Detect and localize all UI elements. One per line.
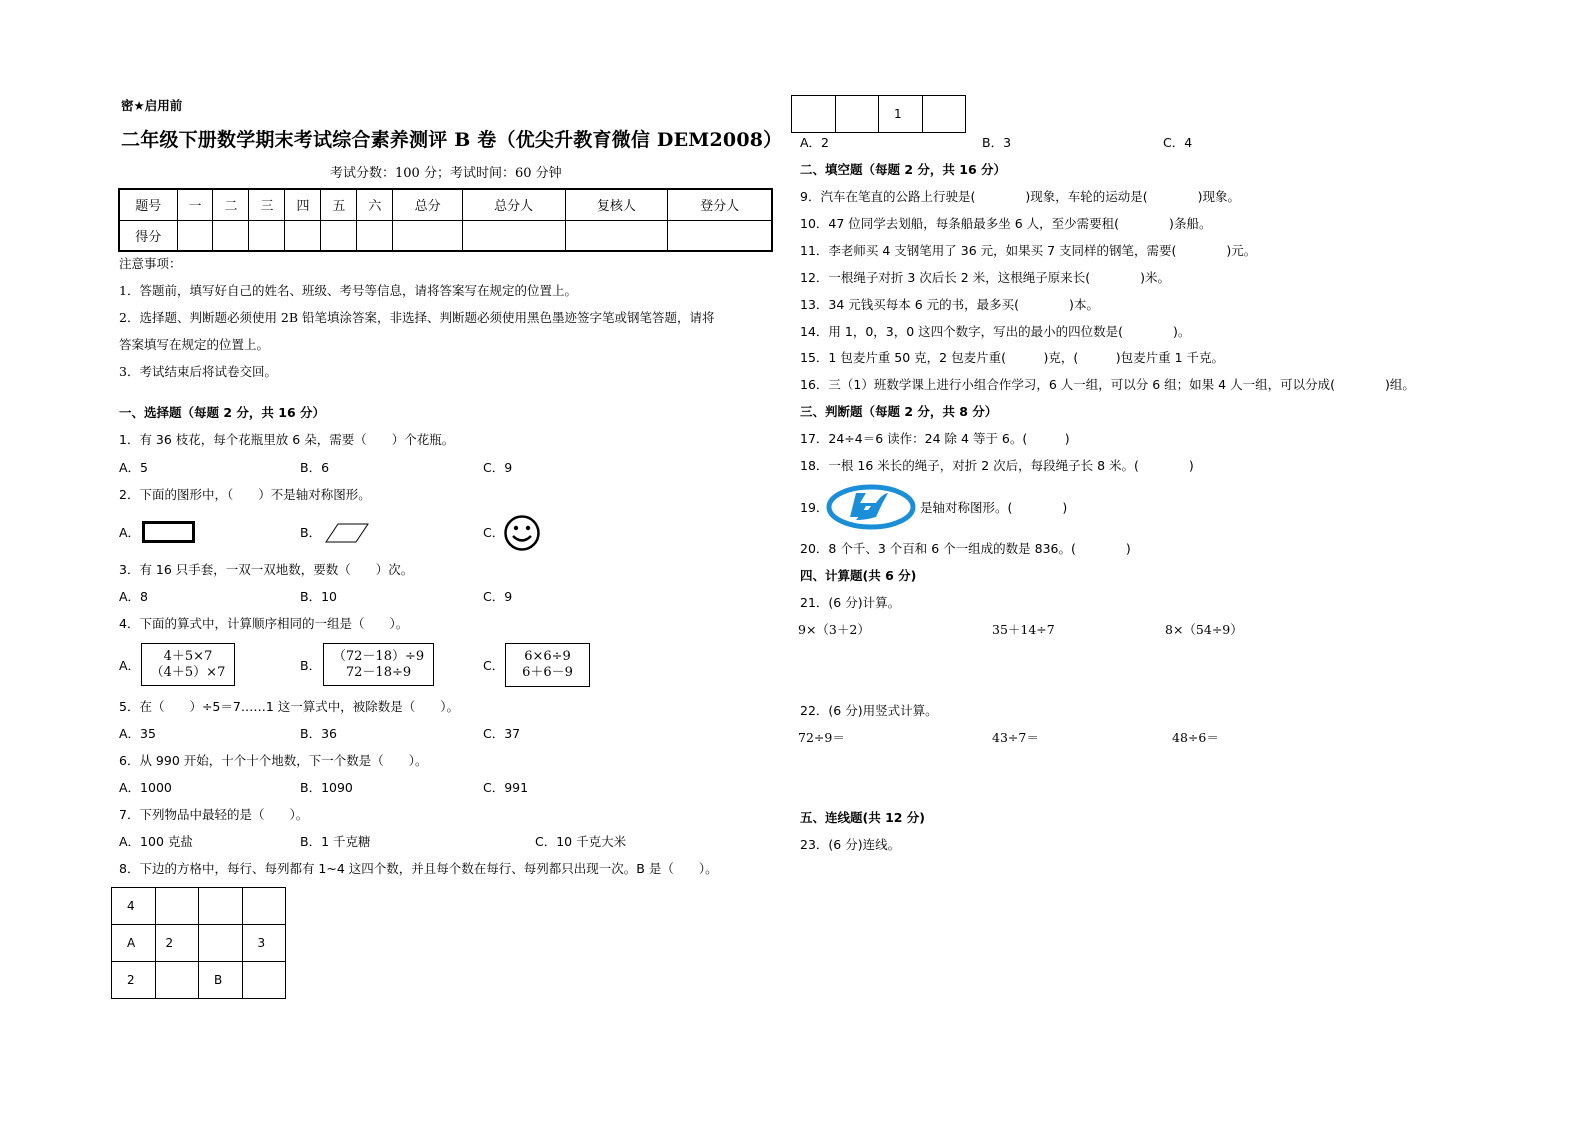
option-a[interactable]: A．1000 [119, 780, 172, 795]
option-a[interactable]: A．5 [119, 460, 149, 475]
grid-cell: 4 [112, 888, 156, 925]
score-table [118, 188, 773, 252]
grid-cell [922, 96, 966, 133]
question-10: 10．47 位同学去划船，每条船最多坐 6 人，至少需要租( )条船。 [800, 216, 1212, 231]
option-b[interactable]: B． [300, 658, 322, 673]
question-21: 21．(6 分)计算。 [800, 595, 901, 610]
question-1: 1．有 36 枝花，每个花瓶里放 6 朵，需要（ ）个花瓶。 [119, 432, 455, 447]
question-19: 是轴对称图形。( ) [920, 500, 1068, 515]
option-a[interactable]: A．2 [800, 135, 830, 150]
grid-row [112, 925, 286, 962]
exam-subtitle: 考试分数：100 分；考试时间：60 分钟 [330, 166, 562, 181]
question-9: 9．汽车在笔直的公路上行驶是( )现象，车轮的运动是( )现象。 [800, 189, 1240, 204]
calc-item: 35＋14÷7 [992, 622, 1055, 637]
expression-line: 4＋5×7 [163, 649, 213, 664]
question-14: 14．用 1，0，3，0 这四个数字，写出的最小的四位数是( )。 [800, 324, 1191, 339]
option-c[interactable]: C．9 [483, 460, 513, 475]
option-c[interactable]: C．10 千克大米 [535, 834, 627, 849]
calc-item: 8×（54÷9） [1165, 622, 1243, 637]
expression-line: 6＋6－9 [522, 665, 573, 680]
score-cell[interactable] [213, 220, 249, 251]
score-header-cell: 复核人 [565, 189, 668, 220]
option-a[interactable]: A．100 克盐 [119, 834, 193, 849]
question-13: 13．34 元钱买每本 6 元的书，最多买( )本。 [800, 297, 1099, 312]
latin-square-grid [111, 887, 286, 999]
score-table-header-row [119, 189, 772, 220]
score-header-cell: 二 [213, 189, 249, 220]
question-23: 23．(6 分)连线。 [800, 837, 901, 852]
score-header-cell: 三 [249, 189, 285, 220]
section-heading-calculation: 四、计算题(共 6 分) [800, 568, 917, 583]
option-a[interactable]: A．8 [119, 589, 149, 604]
notes-title: 注意事项： [119, 256, 182, 271]
question-11: 11．李老师买 4 支钢笔用了 36 元，如果买 7 支同样的钢笔，需要( )元。 [800, 243, 1257, 258]
expression-box-a [141, 643, 235, 686]
question-4: 4．下面的算式中，计算顺序相同的一组是（ ）。 [119, 616, 409, 631]
question-8: 8．下边的方格中，每行、每列都有 1~4 这四个数，并且每个数在每行、每列都只出现一次。B 是（ ）。 [119, 861, 718, 876]
question-15: 15．1 包麦片重 50 克，2 包麦片重( )克，( )包麦片重 1 千克。 [800, 350, 1225, 365]
grid-cell [155, 888, 199, 925]
grid-row [112, 962, 286, 999]
option-a[interactable]: A．35 [119, 726, 156, 741]
page-title: 二年级下册数学期末考试综合素养测评 B 卷（优尖升教育微信 DEM2008） [121, 129, 783, 151]
option-b[interactable]: B． [300, 525, 322, 540]
score-header-cell: 五 [321, 189, 357, 220]
question-19-number: 19． [800, 500, 829, 515]
question-17: 17．24÷4＝6 读作：24 除 4 等于 6。( ) [800, 431, 1070, 446]
score-header-cell: 登分人 [668, 189, 772, 220]
score-header-cell: 题号 [119, 189, 177, 220]
grid-cell [199, 888, 243, 925]
question-16: 16．三（1）班数学课上进行小组合作学习，6 人一组，可以分 6 组；如果 4 人一组，可以分成( )组。 [800, 377, 1415, 392]
calc-item: 43÷7＝ [992, 730, 1039, 745]
question-12: 12．一根绳子对折 3 次后长 2 米，这根绳子原来长( )米。 [800, 270, 1170, 285]
note-item: 2．选择题、判断题必须使用 2B 铅笔填涂答案，非选择、判断题必须使用黑色墨迹签字笔或钢笔答题，请将 [119, 310, 715, 325]
grid-cell: 1 [879, 96, 923, 133]
score-cell[interactable] [321, 220, 357, 251]
question-22: 22．(6 分)用竖式计算。 [800, 703, 938, 718]
option-b[interactable]: B．1090 [300, 780, 353, 795]
option-c[interactable]: C．9 [483, 589, 513, 604]
grid-cell [155, 962, 199, 999]
confidential-label: 密★启用前 [121, 98, 183, 113]
calc-item: 48÷6＝ [1172, 730, 1219, 745]
section-heading-matching: 五、连线题(共 12 分) [800, 810, 926, 825]
smiley-face-icon [503, 514, 541, 552]
option-b[interactable]: B．3 [982, 135, 1012, 150]
grid-cell [792, 96, 836, 133]
expression-line: 72－18÷9 [345, 665, 412, 680]
score-header-cell: 六 [357, 189, 393, 220]
grid-row [792, 96, 966, 133]
grid-cell: A [112, 925, 156, 962]
parallelogram-icon [325, 522, 370, 544]
expression-line: （4＋5）×7 [150, 665, 226, 680]
question-20: 20．8 个千、3 个百和 6 个一组成的数是 836。( ) [800, 541, 1131, 556]
grid-cell [242, 962, 286, 999]
option-c[interactable]: C．991 [483, 780, 529, 795]
section-heading-multiple-choice: 一、选择题（每题 2 分，共 16 分） [119, 405, 326, 420]
rectangle-icon [142, 521, 195, 543]
section-heading-true-false: 三、判断题（每题 2 分，共 8 分） [800, 404, 998, 419]
expression-box-b [323, 643, 434, 686]
option-c[interactable]: C．4 [1163, 135, 1193, 150]
question-7: 7．下列物品中最轻的是（ ）。 [119, 807, 309, 822]
score-row-label: 得分 [119, 220, 177, 251]
option-c[interactable]: C． [483, 525, 505, 540]
calc-item: 9×（3＋2） [798, 622, 870, 637]
expression-line: （72－18）÷9 [332, 649, 425, 664]
grid-cell: 3 [242, 925, 286, 962]
score-cell[interactable] [565, 220, 668, 251]
question-6: 6．从 990 开始，十个十个地数，下一个数是（ ）。 [119, 753, 428, 768]
question-2: 2．下面的图形中，（ ）不是轴对称图形。 [119, 487, 371, 502]
option-c[interactable]: C． [483, 658, 505, 673]
grid-cell [242, 888, 286, 925]
option-c[interactable]: C．37 [483, 726, 521, 741]
grid-cell [199, 925, 243, 962]
option-b[interactable]: B．36 [300, 726, 337, 741]
grid-cell: B [199, 962, 243, 999]
score-cell[interactable] [393, 220, 462, 251]
option-b[interactable]: B．6 [300, 460, 330, 475]
question-18: 18．一根 16 米长的绳子，对折 2 次后，每段绳子长 8 米。( ) [800, 458, 1194, 473]
score-cell[interactable] [668, 220, 772, 251]
option-b[interactable]: B．1 千克糖 [300, 834, 371, 849]
score-cell[interactable] [357, 220, 393, 251]
expression-line: 6×6÷9 [524, 649, 571, 664]
option-a[interactable]: A． [119, 658, 141, 673]
score-header-cell: 总分 [393, 189, 462, 220]
latin-square-grid-continued [791, 95, 966, 133]
grid-cell: 2 [155, 925, 199, 962]
note-item: 答案填写在规定的位置上。 [119, 337, 270, 352]
score-header-cell: 总分人 [462, 189, 565, 220]
hyundai-logo-icon [826, 484, 916, 530]
expression-box-c [505, 643, 590, 687]
question-5: 5．在（ ）÷5＝7……1 这一算式中，被除数是（ ）。 [119, 699, 460, 714]
score-cell[interactable] [177, 220, 213, 251]
option-b[interactable]: B．10 [300, 589, 337, 604]
question-3: 3．有 16 只手套，一双一双地数，要数（ ）次。 [119, 562, 414, 577]
grid-cell [835, 96, 879, 133]
score-cell[interactable] [249, 220, 285, 251]
note-item: 3．考试结束后将试卷交回。 [119, 364, 277, 379]
score-cell[interactable] [285, 220, 321, 251]
score-table-score-row [119, 220, 772, 251]
score-header-cell: 一 [177, 189, 213, 220]
grid-cell: 2 [112, 962, 156, 999]
option-a[interactable]: A． [119, 525, 141, 540]
calc-item: 72÷9＝ [798, 730, 845, 745]
note-item: 1．答题前，填写好自己的姓名、班级、考号等信息，请将答案写在规定的位置上。 [119, 283, 577, 298]
score-header-cell: 四 [285, 189, 321, 220]
score-cell[interactable] [462, 220, 565, 251]
grid-row [112, 888, 286, 925]
section-heading-fill-blank: 二、填空题（每题 2 分，共 16 分） [800, 162, 1007, 177]
